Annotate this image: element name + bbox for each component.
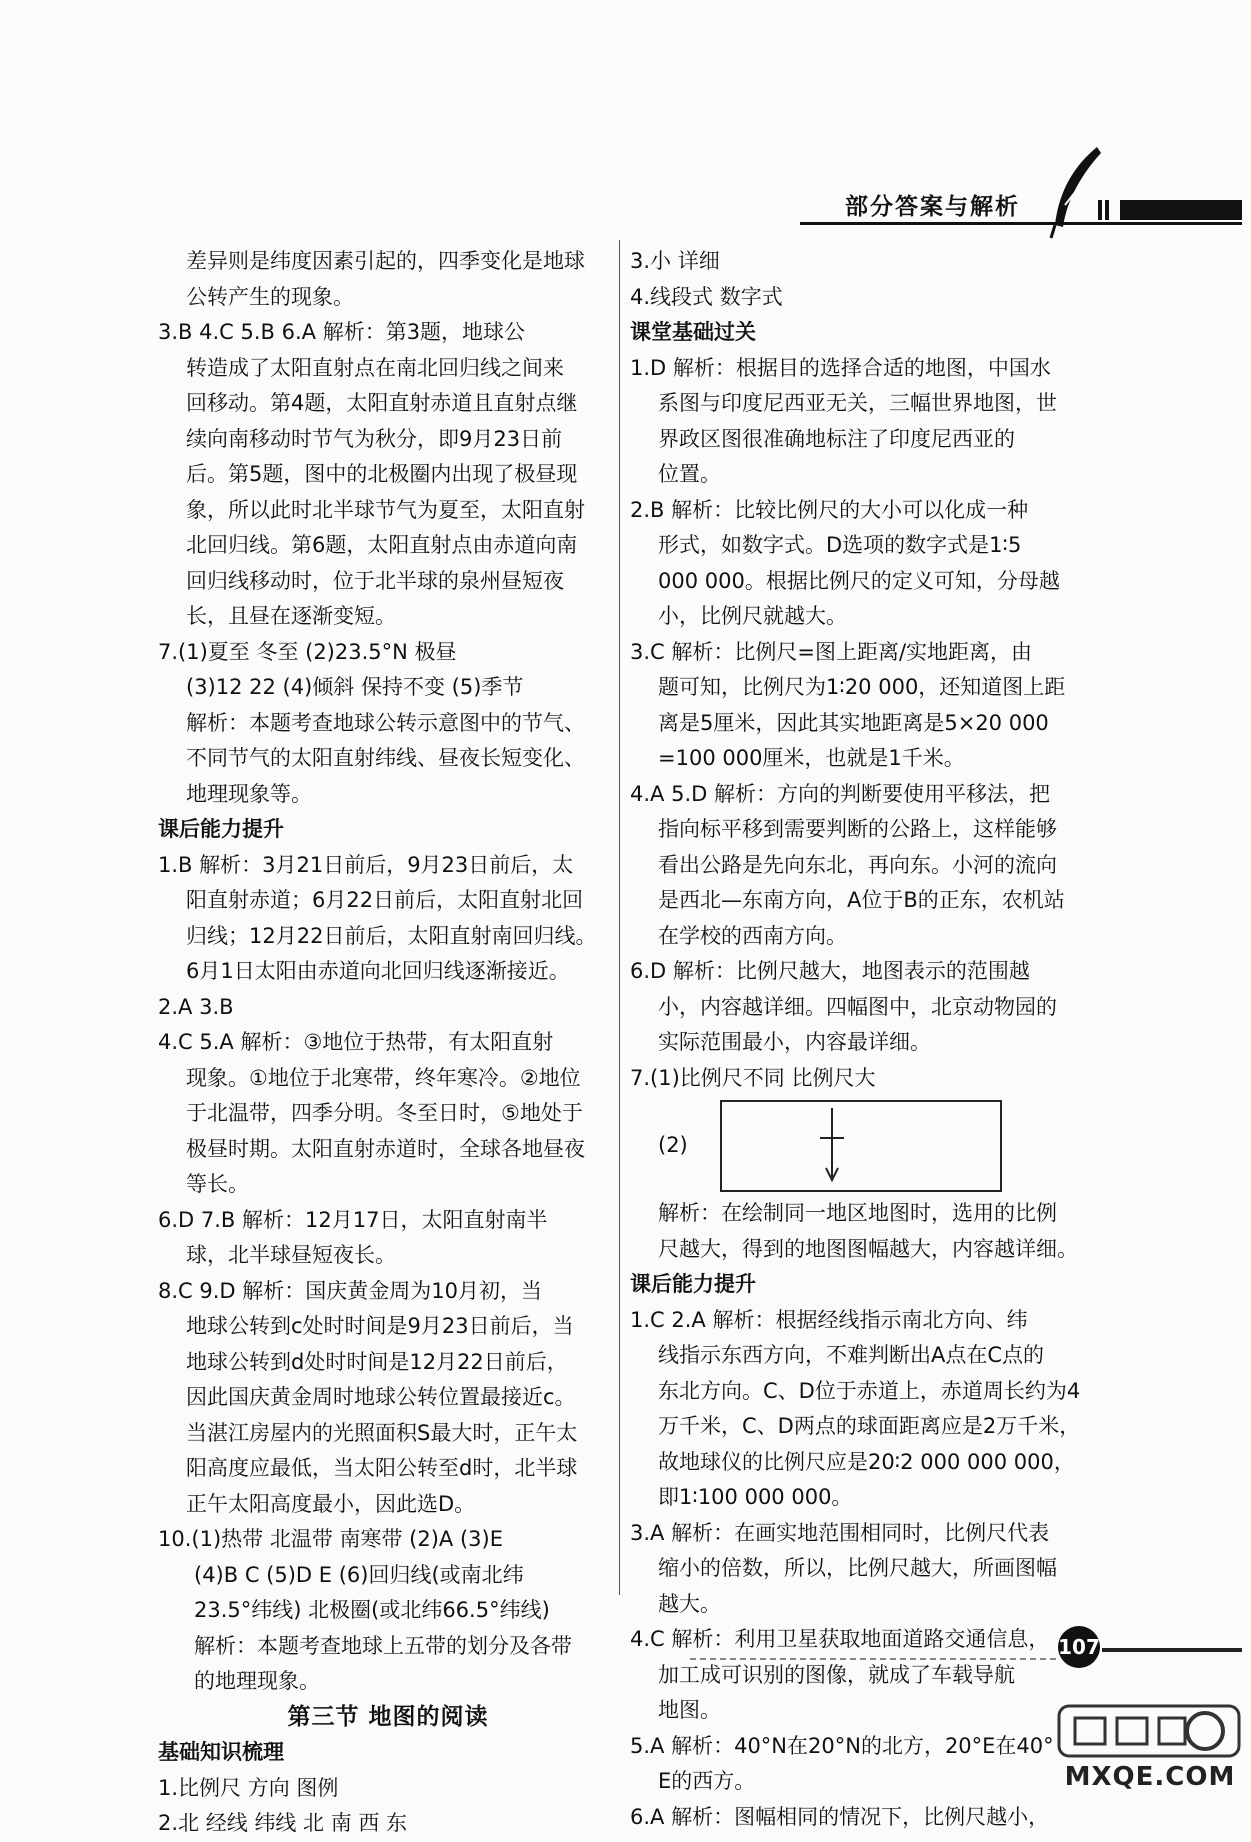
- text-line: 6月1日太阳由赤道向北回归线逐渐接近。: [186, 959, 570, 983]
- text-line: 看出公路是先向东北，再向东。小河的流向: [658, 852, 1057, 877]
- header-ticks: [1098, 200, 1118, 220]
- text-line: 尺越大，得到的地图图幅越大，内容越详细。: [658, 1236, 1078, 1261]
- right-column: [630, 244, 1090, 1835]
- text-line: 地球公转到c处时时间是9月23日前后，当: [186, 1314, 574, 1338]
- text-line: 缩小的倍数，所以，比例尺越大，所画图幅: [658, 1556, 1057, 1580]
- text-line: 位置。: [658, 462, 721, 486]
- text-line: 7.(1)比例尺不同 比例尺大: [630, 1065, 876, 1090]
- text-line: 北回归线。第6题，太阳直射点由赤道向南: [186, 533, 578, 557]
- header-bar: [1120, 200, 1242, 220]
- text-line: 10.(1)热带 北温带 南寒带 (2)A (3)E: [158, 1527, 503, 1551]
- footer-bar: [1102, 1648, 1242, 1652]
- text-line: 极昼时期。太阳直射赤道时，全球各地昼夜: [186, 1136, 585, 1161]
- text-line: E的西方。: [658, 1769, 756, 1793]
- text-line: 回移动。第4题，太阳直射赤道且直射点继: [186, 391, 578, 415]
- section-heading: 课后能力提升: [630, 1272, 756, 1296]
- down-arrow-icon: [722, 1102, 1000, 1190]
- text-line: 7.(1)夏至 冬至 (2)23.5°N 极昼: [158, 639, 457, 664]
- text-line: 长，且昼在逐渐变短。: [186, 604, 396, 628]
- text-line: 归线；12月22日前后，太阳直射南回归线。: [186, 923, 597, 948]
- text-line: 23.5°纬线) 北极圈(或北纬66.5°纬线): [194, 1598, 550, 1622]
- text-line: 公转产生的现象。: [186, 284, 354, 309]
- text-line: 续向南移动时节气为秋分，即9月23日前: [186, 426, 563, 451]
- text-line: 解析：本题考查地球上五带的划分及各带: [194, 1633, 572, 1658]
- text-line: 系图与印度尼西亚无关，三幅世界地图，世: [658, 391, 1057, 415]
- text-line: 因此国庆黄金周时地球公转位置最接近c。: [186, 1385, 576, 1409]
- text-line: 实际范围最小，内容最详细。: [658, 1030, 931, 1054]
- answer-figure-row: [630, 1096, 1090, 1196]
- text-line: 3.A 解析：在画实地范围相同时，比例尺代表: [630, 1520, 1050, 1545]
- text-line: 5.A 解析：40°N在20°N的北方，20°E在40°: [630, 1733, 1054, 1758]
- text-line: (3)12 22 (4)倾斜 保持不变 (5)季节: [186, 675, 524, 699]
- text-line: 正午太阳高度最小，因此选D。: [186, 1491, 476, 1516]
- text-line: =100 000厘米，也就是1千米。: [658, 746, 965, 770]
- text-line: 3.B 4.C 5.B 6.A 解析：第3题，地球公: [158, 320, 526, 344]
- text-line: 指向标平移到需要判断的公路上，这样能够: [658, 817, 1057, 841]
- header-rule: [800, 222, 1242, 225]
- text-line: 万千米，C、D两点的球面距离应是2万千米，: [658, 1414, 1081, 1438]
- text-line: 解析：本题考查地球公转示意图中的节气、: [186, 710, 585, 735]
- text-line: 差异则是纬度因素引起的，四季变化是地球: [186, 249, 585, 273]
- text-line: 当湛江房屋内的光照面积S最大时，正午太: [186, 1420, 578, 1445]
- answer-figure-box: [720, 1100, 1002, 1192]
- text-line: 2.A 3.B: [158, 994, 234, 1019]
- text-line: 1.C 2.A 解析：根据经线指示南北方向、纬: [630, 1307, 1028, 1332]
- text-line: 小，内容越详细。四幅图中，北京动物园的: [658, 994, 1057, 1019]
- text-line: 象，所以此时北半球节气为夏至，太阳直射: [186, 497, 585, 522]
- text-line: 形式，如数字式。D选项的数字式是1∶5: [658, 533, 1022, 557]
- header-title: 部分答案与解析: [845, 194, 1020, 220]
- text-line: 加工成可识别的图像，就成了车载导航: [658, 1662, 1015, 1687]
- left-column: [158, 244, 618, 1842]
- text-line: 2.B 解析：比较比例尺的大小可以化成一种: [630, 497, 1029, 522]
- text-line: 球，北半球昼短夜长。: [186, 1243, 396, 1267]
- text-line: 4.C 解析：利用卫星获取地面道路交通信息，: [630, 1627, 1050, 1651]
- text-line: 后。第5题，图中的北极圈内出现了极昼现: [186, 462, 578, 486]
- text-line: 现象。①地位于北寒带，终年寒冷。②地位: [186, 1065, 581, 1090]
- text-line: 小，比例尺就越大。: [658, 604, 847, 628]
- text-line: 1.B 解析：3月21日前后，9月23日前后，太: [158, 852, 574, 877]
- section-heading: 课后能力提升: [158, 817, 284, 841]
- text-line: 1.D 解析：根据目的选择合适的地图，中国水: [630, 355, 1051, 380]
- text-line: 的地理现象。: [194, 1669, 320, 1693]
- text-line: 解析：在绘制同一地区地图时，选用的比例: [658, 1201, 1057, 1225]
- text-line: 8.C 9.D 解析：国庆黄金周为10月初，当: [158, 1278, 542, 1303]
- text-line: 4.C 5.A 解析：③地位于热带，有太阳直射: [158, 1030, 554, 1054]
- text-line: (4)B C (5)D E (6)回归线(或南北纬: [194, 1562, 524, 1587]
- text-line: 越大。: [658, 1591, 721, 1616]
- section-heading: 课堂基础过关: [630, 320, 756, 344]
- chapter-section-title: 第三节 地图的阅读: [287, 1703, 489, 1730]
- text-line: 界政区图很准确地标注了印度尼西亚的: [658, 426, 1015, 451]
- text-line: 等长。: [186, 1172, 249, 1196]
- text-line: 6.D 解析：比例尺越大，地图表示的范围越: [630, 959, 1030, 983]
- watermark-icon: [1055, 1700, 1245, 1760]
- text-line: 阳直射赤道；6月22日前后，太阳直射北回: [186, 888, 584, 912]
- text-line: 地球公转到d处时时间是12月22日前后，: [186, 1349, 568, 1374]
- text-line: 东北方向。C、D位于赤道上，赤道周长约为4: [658, 1378, 1081, 1403]
- footer-dashed-rule: [690, 1658, 1056, 1660]
- text-line: 地理现象等。: [186, 781, 312, 806]
- text-line: 于北温带，四季分明。冬至日时，⑤地处于: [186, 1101, 583, 1125]
- watermark-text: MXQE.COM: [1064, 1762, 1236, 1792]
- text-line: 离是5厘米，因此其实地距离是5×20 000: [658, 710, 1049, 735]
- text-line: 4.线段式 数字式: [630, 284, 783, 309]
- figure-label: (2): [658, 1133, 688, 1158]
- text-line: 题可知，比例尺为1∶20 000，还知道图上距: [658, 675, 1066, 699]
- text-line: 6.D 7.B 解析：12月17日，太阳直射南半: [158, 1207, 548, 1232]
- watermark-logo: [1055, 1700, 1245, 1798]
- text-line: 阳高度应最低，当太阳公转至d时，北半球: [186, 1456, 578, 1480]
- text-line: 线指示东西方向，不难判断出A点在C点的: [658, 1343, 1045, 1367]
- column-divider: [619, 240, 620, 1595]
- feather-pen-icon: [1045, 145, 1115, 240]
- text-line: 回归线移动时，位于北半球的泉州昼短夜: [186, 568, 564, 593]
- section-heading: 基础知识梳理: [158, 1740, 284, 1764]
- text-line: 3.小 详细: [630, 249, 720, 273]
- page-number: 107: [1058, 1626, 1100, 1668]
- text-line: 是西北—东南方向，A位于B的正东，农机站: [658, 888, 1065, 912]
- text-line: 在学校的西南方向。: [658, 923, 847, 948]
- text-line: 转造成了太阳直射点在南北回归线之间来: [186, 355, 564, 380]
- text-line: 2.北 经线 纬线 北 南 西 东: [158, 1811, 408, 1835]
- text-line: 000 000。根据比例尺的定义可知，分母越: [658, 568, 1060, 593]
- text-line: 不同节气的太阳直射纬线、昼夜长短变化、: [186, 746, 585, 770]
- text-line: 3.C 解析：比例尺=图上距离/实地距离，由: [630, 639, 1033, 664]
- text-line: 即1∶100 000 000。: [658, 1485, 853, 1509]
- text-line: 故地球仪的比例尺应是20∶2 000 000 000，: [658, 1449, 1075, 1474]
- text-line: 4.A 5.D 解析：方向的判断要使用平移法，把: [630, 781, 1050, 806]
- text-line: 6.A 解析：图幅相同的情况下，比例尺越小，: [630, 1804, 1050, 1829]
- text-line: 1.比例尺 方向 图例: [158, 1775, 339, 1800]
- text-line: 地图。: [658, 1698, 721, 1722]
